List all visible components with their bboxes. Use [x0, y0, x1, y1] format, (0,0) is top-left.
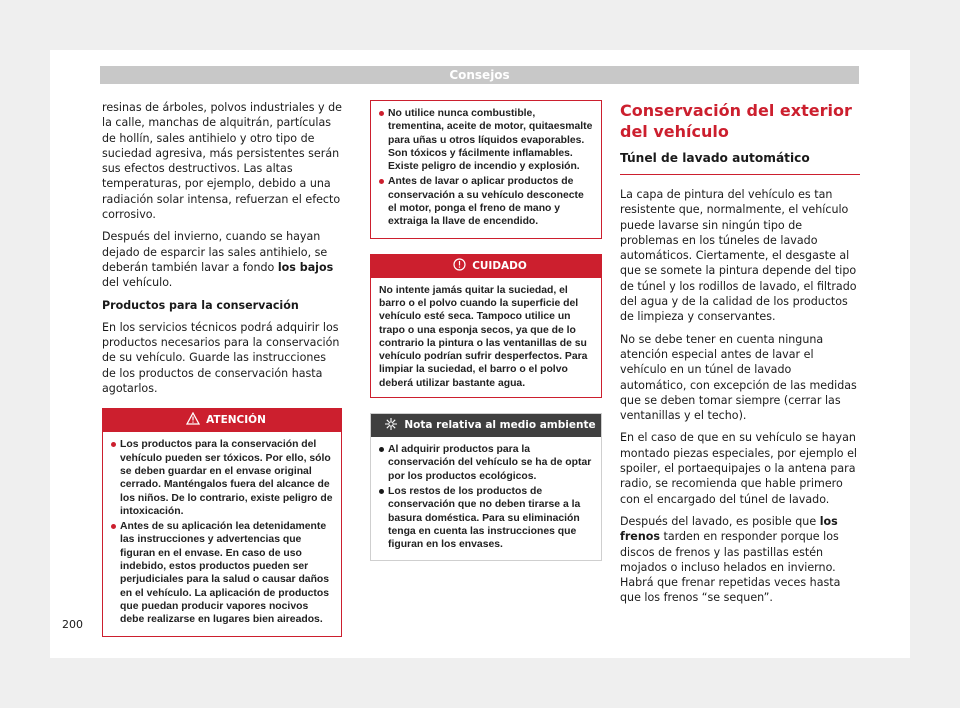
section-subtitle: Túnel de lavado automático: [620, 151, 810, 165]
column-middle: [370, 100, 602, 576]
info-circle-icon: [453, 258, 466, 271]
paragraph: Después del invierno, cuando se hayan dejado de esparcir las sales antihielo, se deberán también lavar a fondo los bajos del vehículo.: [102, 230, 334, 290]
warning-list: [111, 438, 333, 626]
column-right: [620, 100, 860, 613]
list-item: No utilice nunca combustible, trementina, aceite de motor, quitaesmalte para uñas u otros líquidos evaporables. Son tóxicos y fácilmente inflamables. Existe peligro de incendio y explosión.: [379, 107, 593, 173]
warning-box-header: [103, 409, 341, 432]
caution-title: CUIDADO: [444, 255, 529, 278]
divider: [620, 174, 860, 175]
environment-box: [370, 413, 602, 561]
column-left: [102, 100, 342, 652]
warning-continued-box: [370, 100, 602, 239]
warning-triangle-icon: [186, 412, 200, 425]
paragraph: En los servicios técnicos podrá adquirir los productos necesarios para la conservación de su vehículo. Guarde las instrucciones de los productos de conservación hasta agotarlos.: [102, 320, 340, 396]
paragraph: En el caso de que en su vehículo se hayan montado piezas especiales, por ejemplo el spoiler, el portaequipajes o la antena para radio, se recomienda que hable primero con el encargado del túnel de lavado.: [620, 431, 857, 506]
caution-box-body: [371, 278, 601, 397]
list-item: Antes de lavar o aplicar productos de conservación a su vehículo desconecte el motor, ponga el freno de mano y extraiga la llave de encendido.: [379, 175, 593, 228]
paragraph: La capa de pintura del vehículo es tan resistente que, normalmente, el vehículo puede lavarse sin ningún tipo de problemas en los túneles de lavado automáticos. Ciertamente, el desgaste al que se somete la pintura depende del tipo de túnel y los rodillos de lavado, el filtrado del agua y de la calidad de los productos de limpieza y conservantes.: [620, 188, 857, 324]
section-title: Conservación del exterior del vehículo: [620, 101, 852, 141]
list-item: Antes de su aplicación lea detenidamente las instrucciones y advertencias que figuran en el envase. En caso de uso indebido, estos productos pueden ser perjudiciales para la salud o causar daños en el vehículo. La aplicación de productos que puedan producir vapores nocivos debe realizarse en lugares bien aireados.: [111, 520, 333, 626]
caution-box: [370, 254, 602, 398]
list-item: Los productos para la conservación del vehículo pueden ser tóxicos. Por ello, sólo se deben guardar en el envase original cerrado. Manténgalos fuera del alcance de los niños. De lo contrario, existe peligro de intoxicación.: [111, 438, 333, 518]
warning-title: ATENCIÓN: [177, 409, 267, 432]
page-number: 200: [62, 618, 83, 631]
paragraph: No se debe tener en cuenta ninguna atención especial antes de lavar el vehículo en un túnel de lavado automático, con excepción de las medidas que se deben tomar siempre (cerrar las ventanillas y el techo).: [620, 332, 857, 423]
environment-box-header: [371, 414, 601, 437]
warning-box: [102, 408, 342, 636]
list-item: Al adquirir productos para la conservación del vehículo se ha de optar por los productos ecológicos.: [379, 443, 593, 483]
environment-title: Nota relativa al medio ambiente: [376, 414, 595, 437]
warning-box-body: [103, 432, 341, 635]
warning-continued-list: [379, 107, 593, 229]
environment-leaf-icon: [384, 417, 398, 431]
warning-continued-body: [371, 101, 601, 238]
subheading: Productos para la conservación: [102, 298, 299, 312]
section-header: Consejos: [100, 66, 859, 84]
environment-box-body: [371, 437, 601, 560]
paragraph: Después del lavado, es posible que los frenos tarden en responder porque los discos de frenos y las pastillas estén mojados o incluso helados en invierno. Habrá que frenar repetidas veces hasta que los frenos “se sequen”.: [620, 514, 841, 605]
caution-text: No intente jamás quitar la suciedad, el barro o el polvo cuando la superficie del vehículo esté seca. Tampoco utilice un trapo o una esponja secos, ya que de lo contrario la pintura o las ventanillas de su vehículo podrían sufrir desperfectos. Para limpiar la suciedad, el barro o el polvo deberá utilizar bastante agua.: [379, 284, 588, 389]
paragraph: resinas de árboles, polvos industriales y de la calle, manchas de alquitrán, partículas de hollín, sales antihielo y otro tipo de suciedad agresiva, más persistentes serán sus efectos destructivos. Las altas temperaturas, por ejemplo, debido a una radiación solar intensa, refuerzan el efecto corrosivo.: [102, 101, 342, 222]
list-item: Los restos de los productos de conservación que no deben tirarse a la basura doméstica. Para su eliminación tenga en cuenta las instrucciones que figuran en los envases.: [379, 485, 593, 551]
environment-list: [379, 443, 593, 551]
caution-box-header: [371, 255, 601, 278]
